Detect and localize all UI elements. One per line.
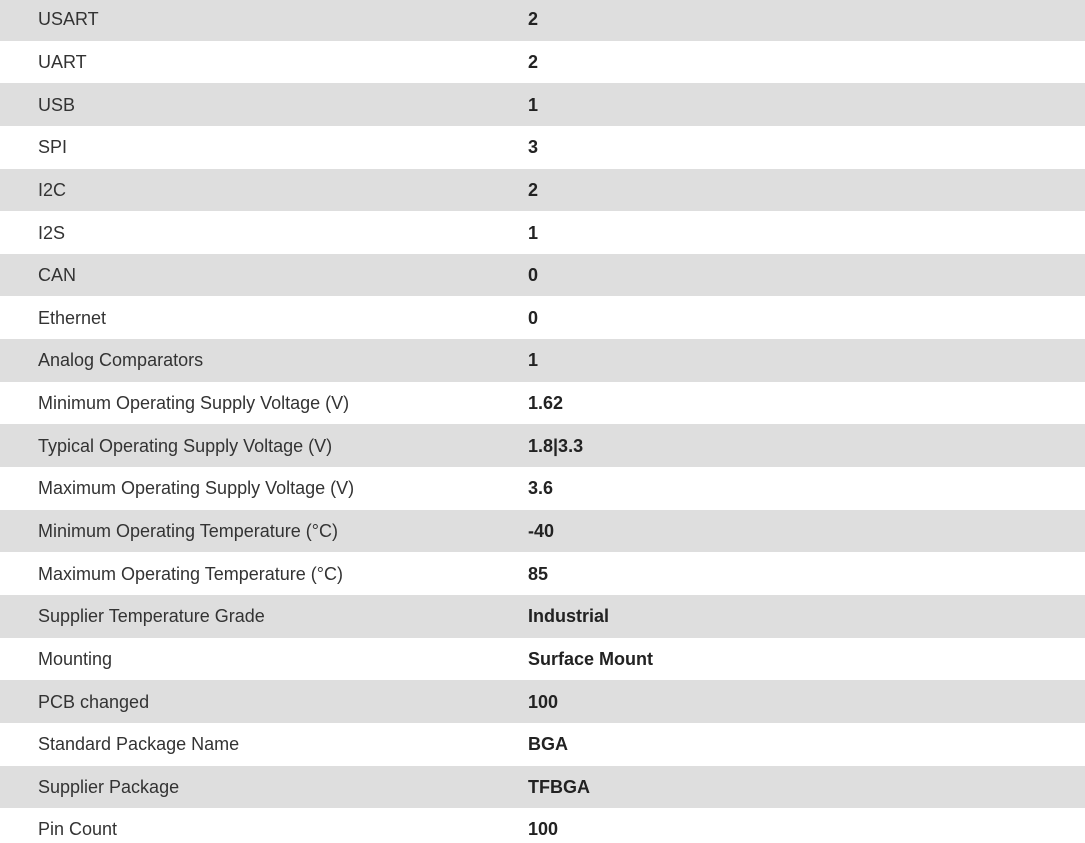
spec-value: BGA: [528, 734, 568, 755]
spec-value: 2: [528, 9, 539, 30]
table-row: [0, 808, 1085, 843]
spec-label: PCB changed: [38, 691, 150, 712]
spec-label: Minimum Operating Temperature (°C): [38, 521, 338, 541]
spec-value: 2: [528, 179, 539, 200]
spec-label: USART: [38, 9, 99, 30]
spec-value: 1.8|3.3: [528, 435, 584, 456]
spec-value: 1.62: [528, 393, 564, 414]
spec-label: Maximum Operating Temperature (°C): [38, 563, 343, 584]
spec-label: Supplier Temperature Grade: [38, 606, 265, 627]
table-row: [0, 83, 1085, 126]
spec-label: Supplier Package: [38, 776, 180, 797]
table-row: [0, 339, 1085, 382]
spec-label: USB: [38, 94, 76, 115]
spec-value: 2: [528, 51, 539, 72]
table-row: [0, 595, 1085, 638]
spec-value: Industrial: [528, 606, 610, 627]
spec-label: Ethernet: [38, 307, 107, 328]
table-row: [0, 424, 1085, 467]
table-row: [0, 638, 1085, 681]
spec-value: Surface Mount: [528, 648, 654, 669]
spec-label: Standard Package Name: [38, 734, 240, 755]
spec-label: Analog Comparators: [38, 350, 204, 371]
table-row: [0, 296, 1085, 339]
table-row: [0, 126, 1085, 169]
spec-value: 3: [528, 137, 539, 158]
spec-value: TFBGA: [528, 776, 590, 797]
spec-value: 1: [528, 94, 539, 115]
spec-value: 1: [528, 222, 539, 243]
spec-value: -40: [528, 521, 555, 541]
table-row: [0, 41, 1085, 84]
spec-label: Maximum Operating Supply Voltage (V): [38, 478, 355, 499]
table-row: [0, 680, 1085, 723]
spec-value: 0: [528, 307, 539, 328]
spec-label: I2C: [38, 179, 67, 200]
spec-label: Pin Count: [38, 819, 118, 840]
spec-label: SPI: [38, 137, 68, 158]
table-row: [0, 510, 1085, 553]
spec-value: 1: [528, 350, 539, 371]
table-row: [0, 254, 1085, 297]
spec-value: 100: [528, 691, 559, 712]
spec-label: Mounting: [38, 648, 113, 669]
table-row: [0, 169, 1085, 212]
table-row: [0, 211, 1085, 254]
spec-value: 3.6: [528, 478, 554, 499]
table-row: [0, 723, 1085, 766]
spec-value: 0: [528, 265, 539, 286]
spec-value: 100: [528, 819, 559, 840]
spec-label: Minimum Operating Supply Voltage (V): [38, 393, 350, 414]
spec-label: I2S: [38, 222, 66, 243]
table-row: [0, 467, 1085, 510]
table-row: [0, 552, 1085, 595]
table-row: [0, 0, 1085, 41]
spec-label: Typical Operating Supply Voltage (V): [38, 435, 333, 456]
table-row: [0, 766, 1085, 809]
table-row: [0, 382, 1085, 425]
spec-value: 85: [528, 563, 549, 584]
spec-label: CAN: [38, 265, 77, 286]
spec-label: UART: [38, 51, 87, 72]
